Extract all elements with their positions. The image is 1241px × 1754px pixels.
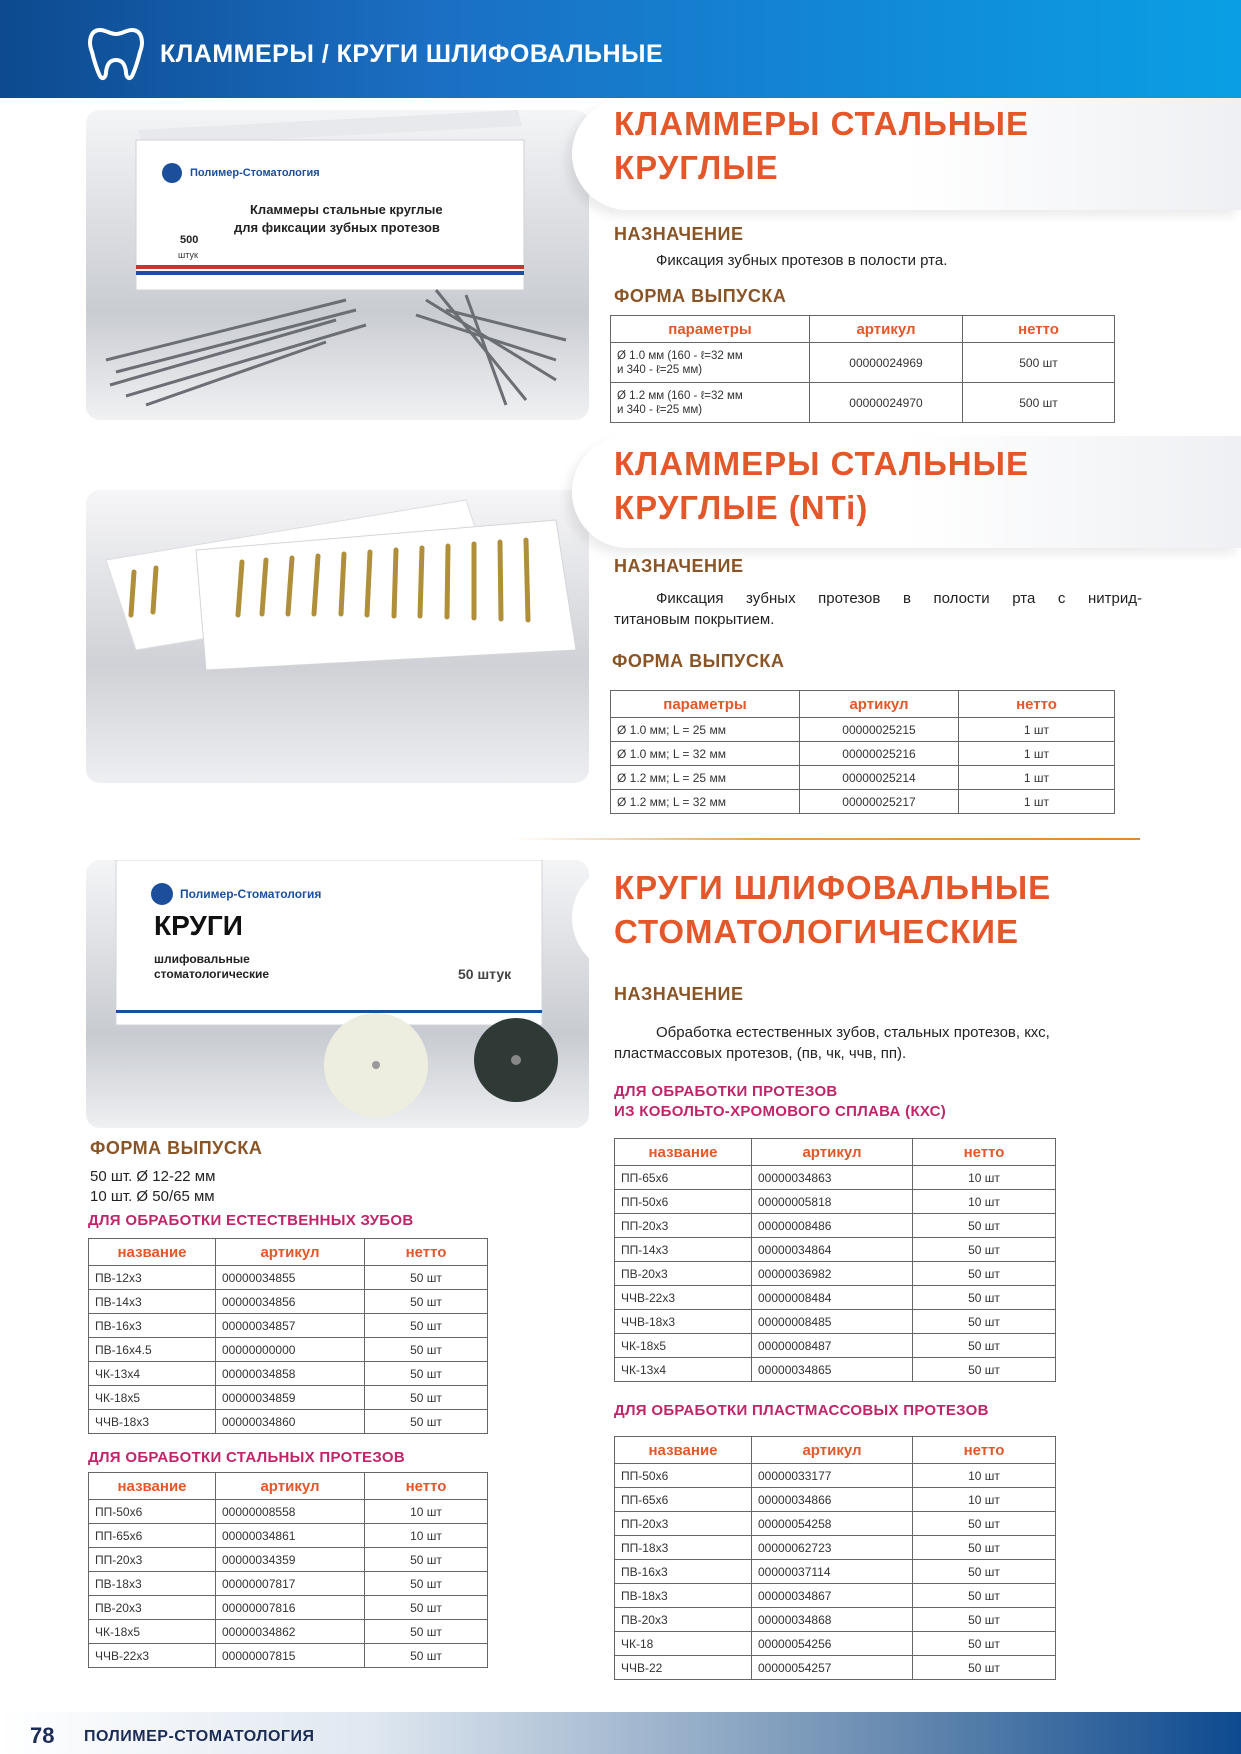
table-row: ЧК-18х5 00000034862 50 шт — [89, 1620, 488, 1644]
wheels-box-line-1: шлифовальные — [154, 952, 250, 966]
column-header: параметры — [611, 691, 800, 718]
table-row: ПВ-16х4.5 00000000000 50 шт — [89, 1338, 488, 1362]
form-line-1: 50 шт. Ø 12-22 мм — [90, 1168, 216, 1185]
steel-prostheses-label: ДЛЯ ОБРАБОТКИ СТАЛЬНЫХ ПРОТЕЗОВ — [88, 1449, 405, 1466]
section-title-clasps-nti: КЛАММЕРЫ СТАЛЬНЫЕ КРУГЛЫЕ (NTi) — [614, 445, 1029, 526]
column-header: нетто — [959, 691, 1115, 718]
table-row: ПП-20х3 00000054258 50 шт — [615, 1512, 1056, 1536]
column-header: нетто — [963, 316, 1115, 343]
table-row: ПП-65х6 00000034861 10 шт — [89, 1524, 488, 1548]
box-brand: Полимер-Стоматология — [190, 167, 320, 179]
plastic-prostheses-table — [614, 1436, 1056, 1680]
table-row: ЧЧВ-22 00000054257 50 шт — [615, 1656, 1056, 1680]
purpose-label: НАЗНАЧЕНИЕ — [614, 984, 744, 1004]
table-row: Ø 1.2 мм; L = 32 мм 00000025217 1 шт — [611, 790, 1115, 814]
column-header: название — [615, 1139, 752, 1166]
purpose-label: НАЗНАЧЕНИЕ — [614, 224, 744, 244]
table-row: Ø 1.0 мм (160 - ℓ=32 мм и 340 - ℓ=25 мм) 00000024969 500 шт — [611, 343, 1115, 383]
header-bar — [0, 0, 1241, 98]
table-row: ЧК-13х4 00000034858 50 шт — [89, 1362, 488, 1386]
column-header: артикул — [800, 691, 959, 718]
table-row: ПП-50х6 00000005818 10 шт — [615, 1190, 1056, 1214]
tooth-icon — [84, 20, 148, 84]
table-row: ЧЧВ-18х3 00000008485 50 шт — [615, 1310, 1056, 1334]
purpose-text: Фиксация зубных протезов в полости рта. — [656, 252, 948, 269]
column-header: нетто — [365, 1239, 488, 1266]
wheels-box-title: КРУГИ — [154, 910, 243, 941]
table-row: ПВ-16х3 00000034857 50 шт — [89, 1314, 488, 1338]
purpose-text: Обработка естественных зубов, стальных протезов, кхс, пластмассовых протезов, (пв, чк, ччв, пп). — [614, 1024, 1050, 1062]
table-row: ЧЧВ-22х3 00000008484 50 шт — [615, 1286, 1056, 1310]
column-header: нетто — [913, 1437, 1056, 1464]
page-number: 78 — [30, 1723, 55, 1748]
table-row: ПВ-16х3 00000037114 50 шт — [615, 1560, 1056, 1584]
column-header: параметры — [611, 316, 810, 343]
wheels-box-line-2: стоматологические — [154, 967, 270, 981]
clasps-nti-table — [610, 690, 1115, 814]
table-row: ПП-18х3 00000062723 50 шт — [615, 1536, 1056, 1560]
table-row: ПВ-14х3 00000034856 50 шт — [89, 1290, 488, 1314]
table-row: Ø 1.0 мм; L = 32 мм 00000025216 1 шт — [611, 742, 1115, 766]
table-row: ПП-14х3 00000034864 50 шт — [615, 1238, 1056, 1262]
table-row: ЧК-18х5 00000008487 50 шт — [615, 1334, 1056, 1358]
table-row: ПП-20х3 00000034359 50 шт — [89, 1548, 488, 1572]
table-row: ПВ-20х3 00000034868 50 шт — [615, 1608, 1056, 1632]
box-line-1: Кламмеры стальные круглые — [250, 202, 443, 217]
steel-prostheses-table — [88, 1472, 488, 1668]
column-header: название — [89, 1473, 216, 1500]
section-divider — [512, 838, 1140, 840]
clasps-table — [610, 315, 1115, 423]
form-label: ФОРМА ВЫПУСКА — [90, 1138, 263, 1158]
form-line-2: 10 шт. Ø 50/65 мм — [90, 1188, 215, 1205]
wheels-box-brand: Полимер-Стоматология — [180, 887, 322, 901]
cobalt-chrome-label: ДЛЯ ОБРАБОТКИ ПРОТЕЗОВ ИЗ КОБОЛЬТО-ХРОМОВОГО СПЛАВА (КХС) — [614, 1083, 947, 1120]
table-row: ПВ-12х3 00000034855 50 шт — [89, 1266, 488, 1290]
table-row: Ø 1.2 мм (160 - ℓ=32 мм и 340 - ℓ=25 мм) 00000024970 500 шт — [611, 383, 1115, 423]
column-header: нетто — [365, 1473, 488, 1500]
purpose-label: НАЗНАЧЕНИЕ — [614, 556, 744, 576]
product-photo-grinding-wheels — [86, 860, 589, 1128]
table-row: ЧЧВ-22х3 00000007815 50 шт — [89, 1644, 488, 1668]
table-row: ПП-20х3 00000008486 50 шт — [615, 1214, 1056, 1238]
footer-brand: ПОЛИМЕР-СТОМАТОЛОГИЯ — [84, 1728, 315, 1745]
product-photo-clasps-box — [86, 110, 589, 420]
natural-teeth-table — [88, 1238, 488, 1434]
column-header: нетто — [913, 1139, 1056, 1166]
plastic-prostheses-label: ДЛЯ ОБРАБОТКИ ПЛАСТМАССОВЫХ ПРОТЕЗОВ — [614, 1402, 989, 1419]
column-header: артикул — [216, 1239, 365, 1266]
box-line-2: для фиксации зубных протезов — [234, 220, 440, 235]
column-header: название — [89, 1239, 216, 1266]
column-header: артикул — [810, 316, 963, 343]
table-row: Ø 1.2 мм; L = 25 мм 00000025214 1 шт — [611, 766, 1115, 790]
header-title: КЛАММЕРЫ / КРУГИ ШЛИФОВАЛЬНЫЕ — [160, 40, 664, 68]
column-header: артикул — [752, 1139, 913, 1166]
table-row: ПП-50х6 00000008558 10 шт — [89, 1500, 488, 1524]
form-label: ФОРМА ВЫПУСКА — [612, 651, 785, 671]
box-unit: штук — [178, 250, 198, 260]
table-row: ПВ-20х3 00000007816 50 шт — [89, 1596, 488, 1620]
column-header: артикул — [216, 1473, 365, 1500]
table-row: ЧК-18х5 00000034859 50 шт — [89, 1386, 488, 1410]
table-row: Ø 1.0 мм; L = 25 мм 00000025215 1 шт — [611, 718, 1115, 742]
box-count: 500 — [180, 234, 199, 246]
section-title-clasps: КЛАММЕРЫ СТАЛЬНЫЕ КРУГЛЫЕ — [614, 105, 1029, 186]
table-row: ПВ-18х3 00000034867 50 шт — [615, 1584, 1056, 1608]
cobalt-chrome-table — [614, 1138, 1056, 1382]
table-row: ЧЧВ-18х3 00000034860 50 шт — [89, 1410, 488, 1434]
purpose-text: Фиксация зубных протезов в полости рта с нитрид- титановым покрытием. — [614, 590, 1142, 628]
table-row: ПП-65х6 00000034866 10 шт — [615, 1488, 1056, 1512]
table-row: ПВ-18х3 00000007817 50 шт — [89, 1572, 488, 1596]
product-photo-nti-blisters — [86, 490, 589, 783]
table-row: ЧК-13х4 00000034865 50 шт — [615, 1358, 1056, 1382]
table-row: ПП-65х6 00000034863 10 шт — [615, 1166, 1056, 1190]
table-row: ПВ-20х3 00000036982 50 шт — [615, 1262, 1056, 1286]
table-row: ПП-50х6 00000033177 10 шт — [615, 1464, 1056, 1488]
section-title-grinding-wheels: КРУГИ ШЛИФОВАЛЬНЫЕ СТОМАТОЛОГИЧЕСКИЕ — [614, 869, 1052, 950]
table-row: ЧК-18 00000054256 50 шт — [615, 1632, 1056, 1656]
column-header: название — [615, 1437, 752, 1464]
natural-teeth-label: ДЛЯ ОБРАБОТКИ ЕСТЕСТВЕННЫХ ЗУБОВ — [88, 1212, 414, 1229]
form-label: ФОРМА ВЫПУСКА — [614, 286, 787, 306]
wheels-box-count: 50 штук — [458, 966, 512, 982]
column-header: артикул — [752, 1437, 913, 1464]
